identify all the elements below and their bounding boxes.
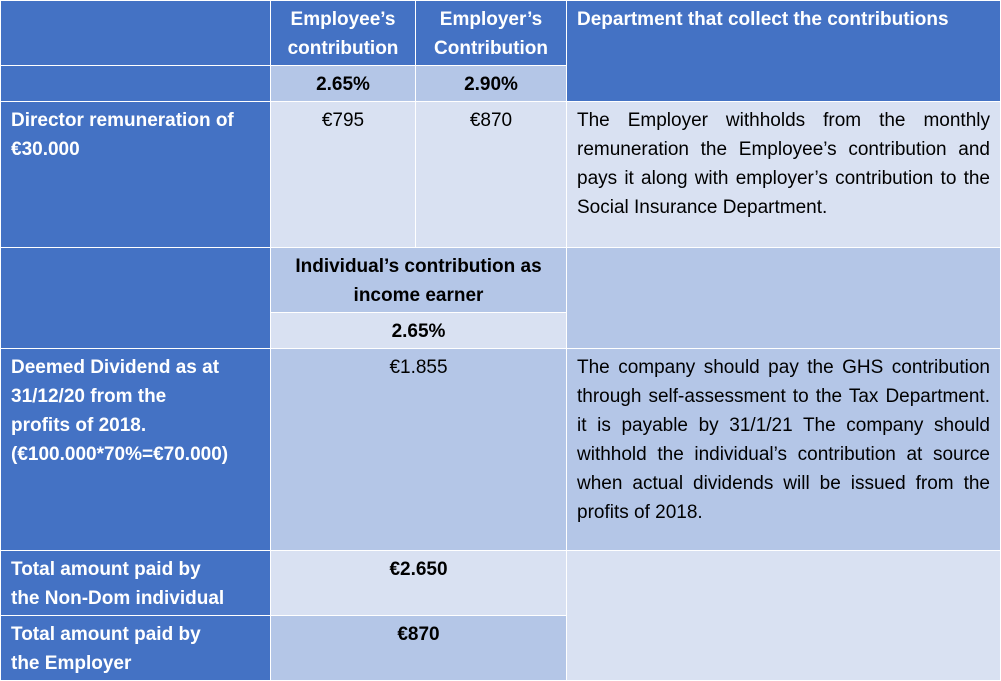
- director-employee-amount: €795: [271, 102, 416, 248]
- rates-label-cell: [1, 66, 271, 102]
- dividend-department-text: The company should pay the GHS contribution through self-assessment to the Tax Department. it is payable by 31/1/21 The company should withhold the individual’s contribution at source when actual dividends will be issued from the profits of 2018.: [567, 349, 1001, 551]
- employee-contribution-header: Employee’s contribution: [271, 1, 416, 66]
- employer-contribution-header: Employer’s Contribution: [416, 1, 567, 66]
- individual-department-cell: [567, 248, 1001, 349]
- individual-label-cell: [1, 248, 271, 349]
- header-corner-cell: [1, 1, 271, 66]
- dividend-label: Deemed Dividend as at 31/12/20 from the profits of 2018. (€100.000*70%=€70.000): [1, 349, 271, 551]
- employer-rate: 2.90%: [416, 66, 567, 102]
- header-row: [1, 1, 1001, 66]
- total-nondom-amount: €2.650: [271, 551, 567, 616]
- individual-contribution-header: Individual’s contribution as income earner: [271, 248, 567, 313]
- director-row: [1, 102, 1001, 248]
- total-nondom-label: Total amount paid by the Non-Dom individual: [1, 551, 271, 616]
- employee-rate: 2.65%: [271, 66, 416, 102]
- individual-header-row: [1, 248, 1001, 313]
- dividend-amount: €1.855: [271, 349, 567, 551]
- director-employer-amount: €870: [416, 102, 567, 248]
- total-employer-amount: €870: [271, 616, 567, 681]
- dividend-row: [1, 349, 1001, 551]
- total-nondom-row: [1, 551, 1001, 616]
- individual-rate: 2.65%: [271, 313, 567, 349]
- department-header: Department that collect the contributions: [567, 1, 1001, 102]
- totals-department-cell: [567, 551, 1001, 681]
- director-department-text: The Employer withholds from the monthly remuneration the Employee’s contribution and pays it along with employer’s contribution to the Social Insurance Department.: [567, 102, 1001, 248]
- director-label: Director remuneration of €30.000: [1, 102, 271, 248]
- total-employer-label: Total amount paid by the Employer: [1, 616, 271, 681]
